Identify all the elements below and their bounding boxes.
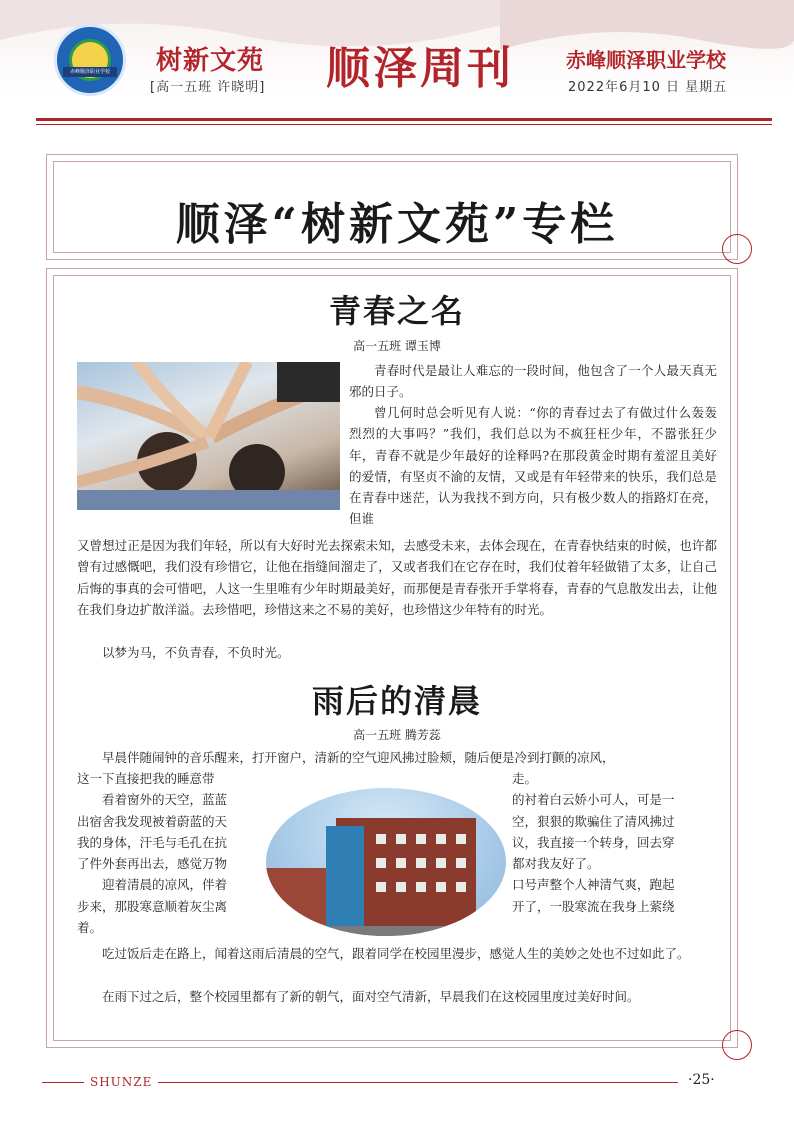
article-paragraph: 吃过饭后走在路上，闻着这雨后清晨的空气，跟着同学在校园里漫步，感觉人生的美妙之处也不过如此了。 xyxy=(102,946,690,961)
school-logo: 赤峰顺泽职业学校 xyxy=(54,24,126,96)
article-title: 雨后的清晨 xyxy=(311,682,482,720)
corner-swirl-icon xyxy=(722,1030,752,1060)
column-author: [高一五班 许晓明] xyxy=(150,80,266,95)
article-paragraph: 在雨下过之后，整个校园里都有了新的朝气，面对空气清新，早晨我们在这校园里度过美好时间。 xyxy=(102,989,640,1004)
youth-hands-photo xyxy=(77,362,340,510)
page-title: 顺泽“树新文苑”专栏 xyxy=(175,199,619,250)
school-building-photo xyxy=(266,788,506,936)
footer-rule xyxy=(42,1082,84,1083)
magazine-title: 顺泽周刊 xyxy=(326,43,514,94)
article-byline: 高一五班 谭玉博 xyxy=(353,339,441,353)
wrapped-text-left: 这一下直接把我的睡意带 看着窗外的天空，蓝蓝 出宿舍我发现被着蔚蓝的天 我的身体，汗毛与毛孔在抗 了件外套再出去，感觉万物 迎着清晨的凉风，伴着 步来，那股寒意顺着灰尘离 着。 xyxy=(77,771,228,936)
article-paragraph: 青春时代是最让人难忘的一段时间，他包含了一个人最天真无邪的日子。 xyxy=(349,363,717,400)
footer-brand: SHUNZE xyxy=(90,1075,153,1089)
column-name: 树新文苑 xyxy=(156,46,265,76)
school-name: 赤峰顺泽职业学校 xyxy=(566,48,726,72)
article-paragraph: 又曾想过正是因为我们年轻，所以有大好时光去探索未知，去感受未来，去体会现在，在青春快结束的时候，也许都曾有过感慨吧，我们没有珍惜它，让他在指缝间溜走了，又或者我们在它存在时，我们仗着年轻做错了太多，让自己后悔的事真的会可惜吧，人这一生里唯有少年时期最美好，而那便是青春张开手掌将春，青春的气息散发出去，让他在我们身边扩散洋溢。去珍惜吧，珍惜这来之不易的美好，也珍惜这少年特有的时光。 xyxy=(77,538,717,617)
article-paragraph: 以梦为马，不负青春，不负时光。 xyxy=(102,645,290,660)
article-paragraph: 早晨伴随闹钟的音乐醒来，打开窗户，清新的空气迎风拂过脸颊，随后便是冷到打颤的凉风， xyxy=(102,750,615,765)
article-paragraph: 曾几何时总会听见有人说：“你的青春过去了有做过什么轰轰烈烈的大事吗？”我们，我们总以为不疯狂枉少年，不嚣张狂少年，青春不就是少年最好的诠释吗?在那段黄金时期有羞涩且美好的爱情，有坚贞不渝的友情，又或是有年轻带来的快乐，我们总是在青春中迷茫，认为我找不到方向，只有极少数人的指路灯在亮，但谁 xyxy=(349,405,717,527)
issue-date: 2022年6月10 日 星期五 xyxy=(568,80,728,95)
footer-rule xyxy=(158,1082,678,1083)
header-rule-thin xyxy=(36,124,772,125)
wrapped-text-right: 走。 的衬着白云娇小可人，可是一 空，狠狠的欺骗住了清风拂过 议，我直接一个转身，回去穿 都对我友好了。 口号声整个人神清气爽，跑起 开了，一股寒流在我身上萦绕 xyxy=(512,771,675,914)
article-byline: 高一五班 腾芳蕊 xyxy=(353,728,441,742)
article-title: 青春之名 xyxy=(328,292,465,330)
page-number: ·25· xyxy=(688,1072,715,1088)
header-rule xyxy=(36,118,772,121)
